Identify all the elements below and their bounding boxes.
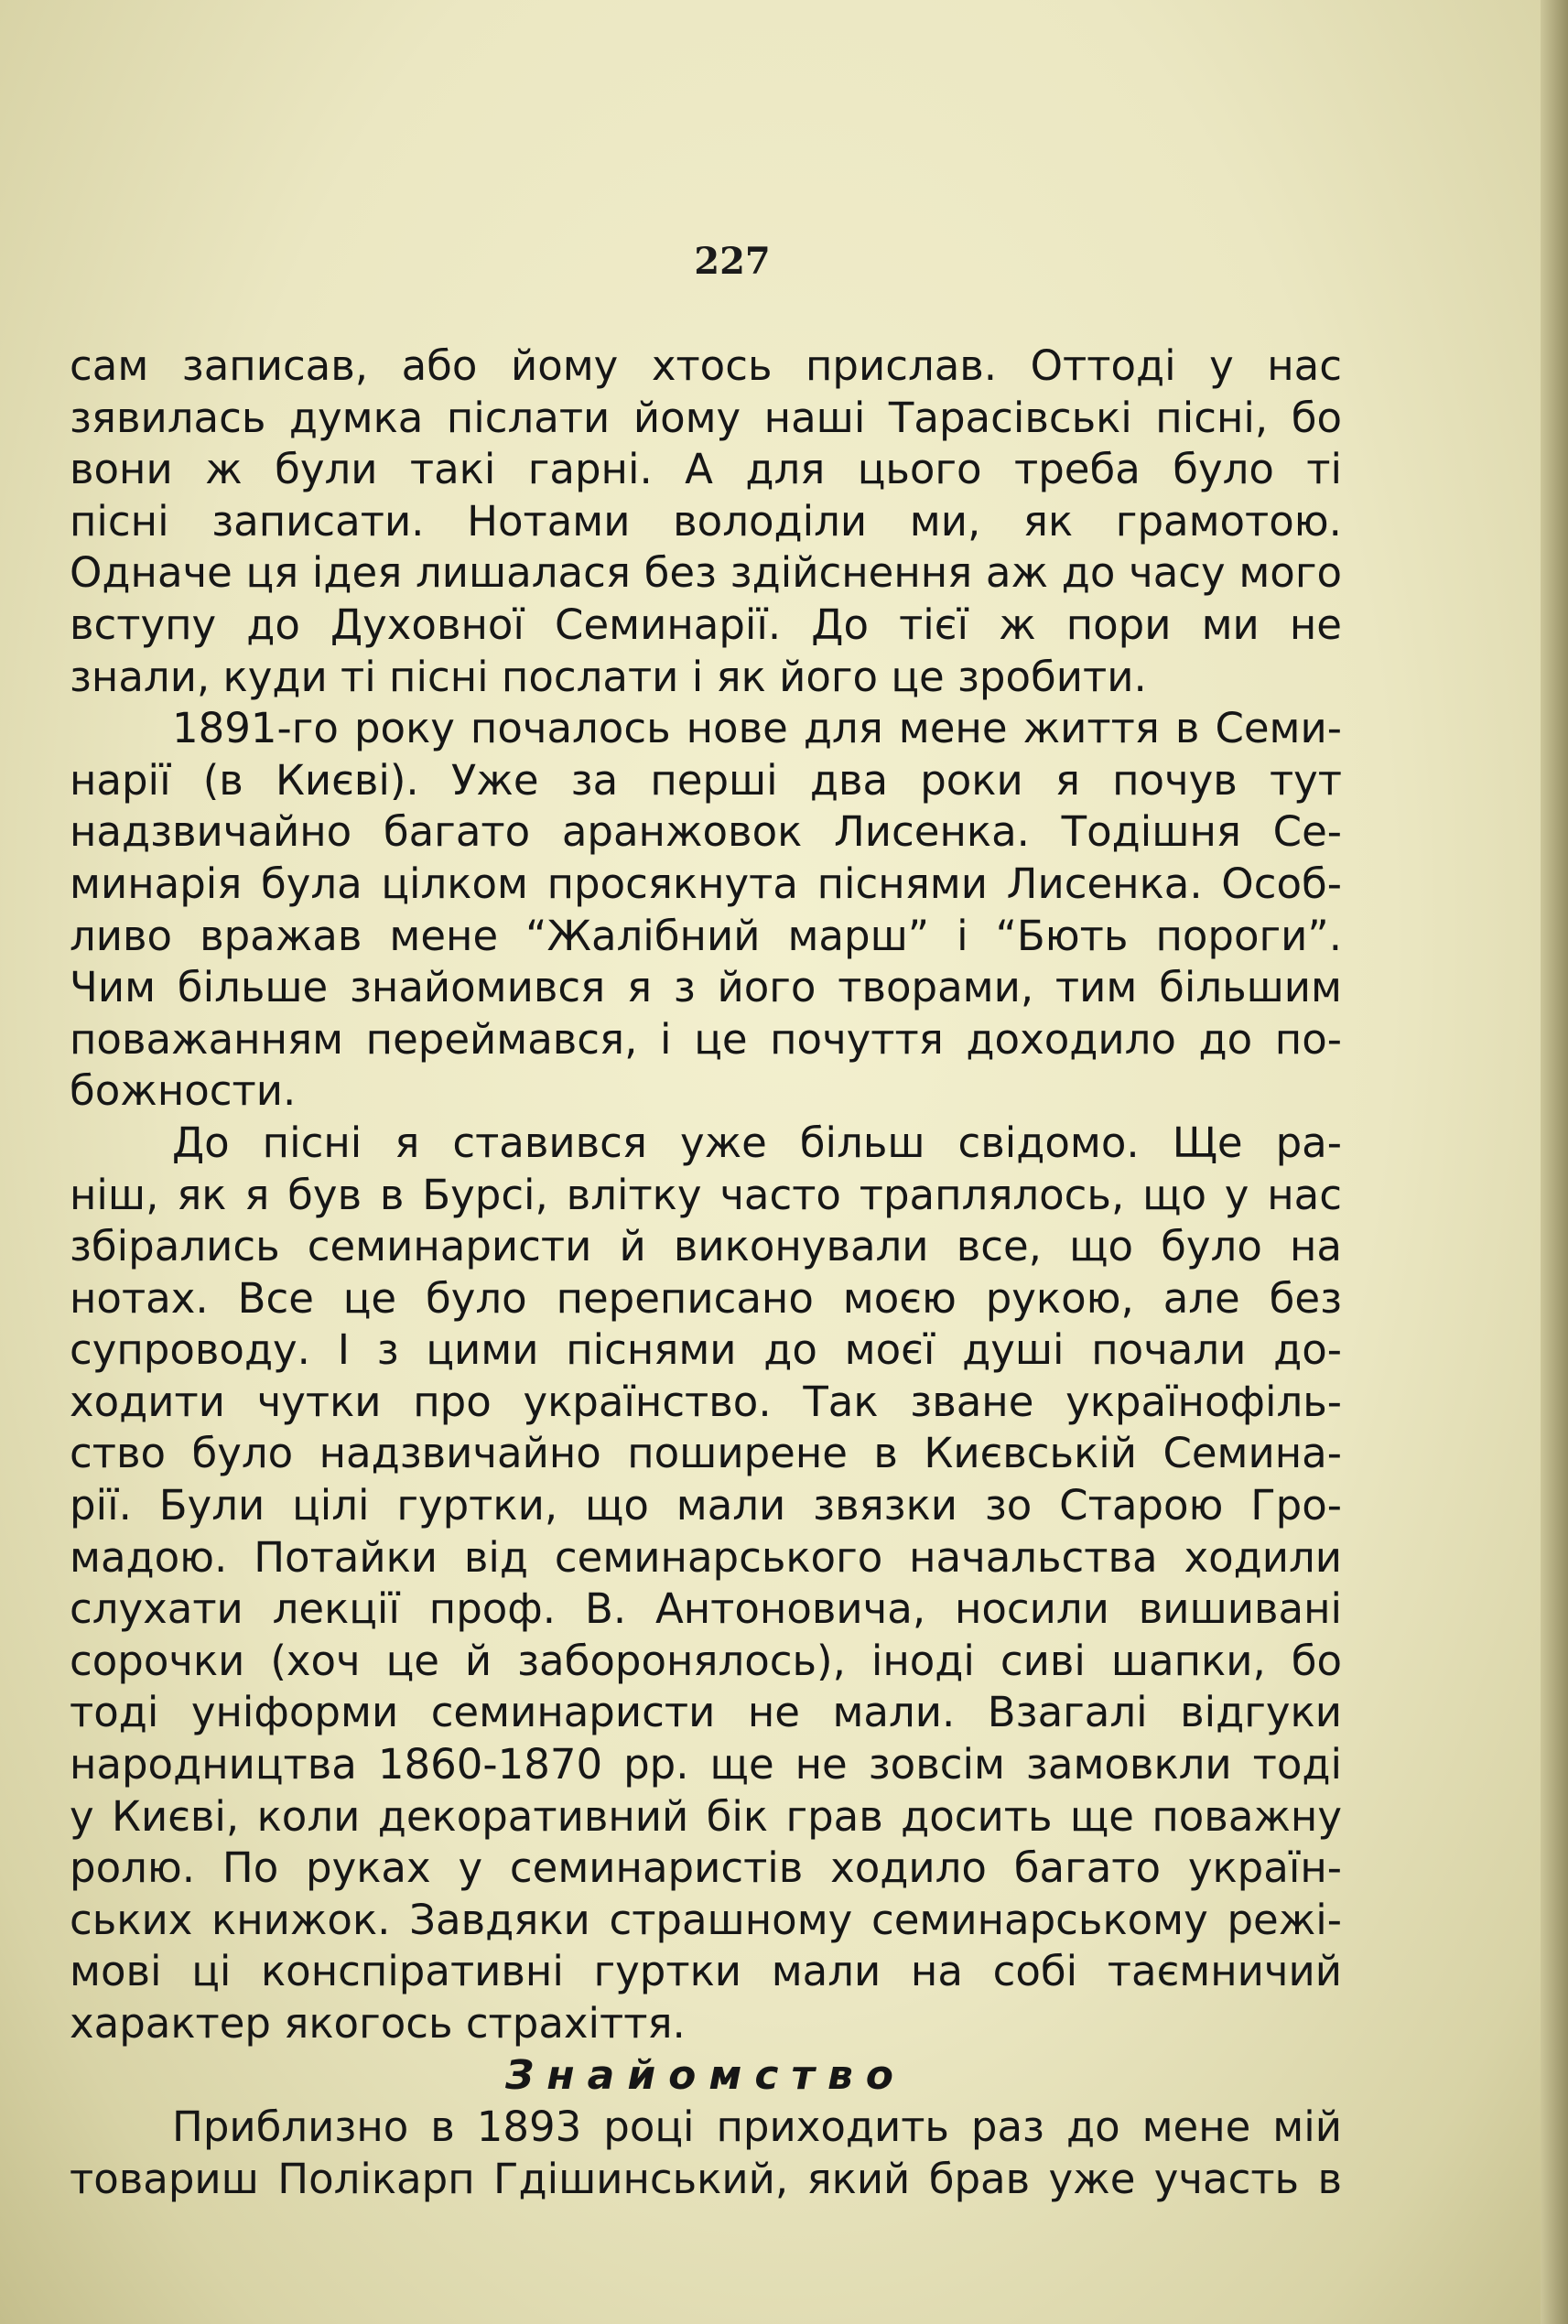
body-text bbox=[70, 340, 1342, 2205]
text-line: рії. Були цілі гуртки, що мали звязки зо Старою Гро- bbox=[70, 1481, 1342, 1530]
text-line: збірались семинаристи й виконували все, що було на bbox=[70, 1222, 1342, 1271]
text-line: Одначе ця ідея лишалася без здійснення аж до часу мого bbox=[70, 548, 1342, 598]
text-line: знали, куди ті пісні послати і як його це зробити. bbox=[70, 652, 1147, 701]
text-line: ство було надзвичайно поширене в Києвській Семина- bbox=[70, 1429, 1342, 1478]
text-line: ливо вражав мене “Жалібний марш” і “Бють пороги”. bbox=[70, 911, 1342, 960]
text-line: нотах. Все це було переписано моєю рукою, але без bbox=[70, 1273, 1342, 1323]
section-heading: Знайомство bbox=[504, 2051, 907, 2099]
text-line: пісні записати. Нотами володіли ми, як грамотою. bbox=[70, 496, 1342, 546]
text-line: нарії (в Києві). Уже за перші два роки я почув тут bbox=[70, 755, 1342, 805]
text-line: сорочки (хоч це й заборонялось), іноді сиві шапки, бо bbox=[70, 1636, 1342, 1685]
text-line: у Києві, коли декоративний бік грав досить ще поважну bbox=[70, 1791, 1342, 1841]
text-line: 1891-го року почалось нове для мене життя в Семи- bbox=[172, 704, 1342, 753]
text-line: вони ж були такі гарні. А для цього треба було ті bbox=[70, 445, 1342, 494]
text-line: характер якогось страхіття. bbox=[70, 1999, 686, 2048]
text-line: мадою. Потайки від семинарського начальства ходили bbox=[70, 1532, 1342, 1582]
text-line: зявилась думка післати йому наші Тарасівські пісні, бо bbox=[70, 393, 1342, 442]
text-line: товариш Полікарп Гдішинський, який брав уже участь в bbox=[70, 2154, 1342, 2203]
text-line: вступу до Духовної Семинарії. До тієї ж пори ми не bbox=[70, 600, 1342, 649]
text-line: слухати лекції проф. В. Антоновича, носили вишивані bbox=[70, 1584, 1342, 1634]
text-line: ролю. По руках у семинаристів ходило багато україн- bbox=[70, 1843, 1342, 1893]
text-line: Приблизно в 1893 році приходить раз до мене мій bbox=[172, 2102, 1342, 2152]
text-line: тоді уніформи семинаристи не мали. Взагалі відгуки bbox=[70, 1688, 1342, 1737]
text-line: ходити чутки про українство. Так зване українофіль- bbox=[70, 1377, 1342, 1426]
text-line: Чим більше знайомився я з його творами, тим більшим bbox=[70, 963, 1342, 1012]
page-number: 227 bbox=[694, 240, 771, 283]
text-line: минарія була цілком просякнута піснями Лисенка. Особ- bbox=[70, 859, 1342, 908]
text-line: народництва 1860-1870 рр. ще не зовсім замовкли тоді bbox=[70, 1740, 1342, 1789]
text-line: До пісні я ставився уже більш свідомо. Ще ра- bbox=[172, 1118, 1342, 1167]
text-line: сам записав, або йому хтось прислав. Оттоді у нас bbox=[70, 341, 1342, 390]
text-line: мові ці конспіративні гуртки мали на собі таємничий bbox=[70, 1947, 1342, 1996]
text-line: божности. bbox=[70, 1066, 297, 1116]
page-edge-shadow bbox=[1541, 0, 1568, 2324]
text-line: надзвичайно багато аранжовок Лисенка. Тодішня Се- bbox=[70, 807, 1342, 857]
text-line: супроводу. І з цими піснями до моєї душі почали до- bbox=[70, 1325, 1342, 1375]
text-line: поважанням переймався, і це почуття доходило до по- bbox=[70, 1014, 1342, 1064]
text-line: ських книжок. Завдяки страшному семинарському режі- bbox=[70, 1895, 1342, 1944]
text-line: ніш, як я був в Бурсі, влітку часто траплялось, що у нас bbox=[70, 1170, 1342, 1219]
